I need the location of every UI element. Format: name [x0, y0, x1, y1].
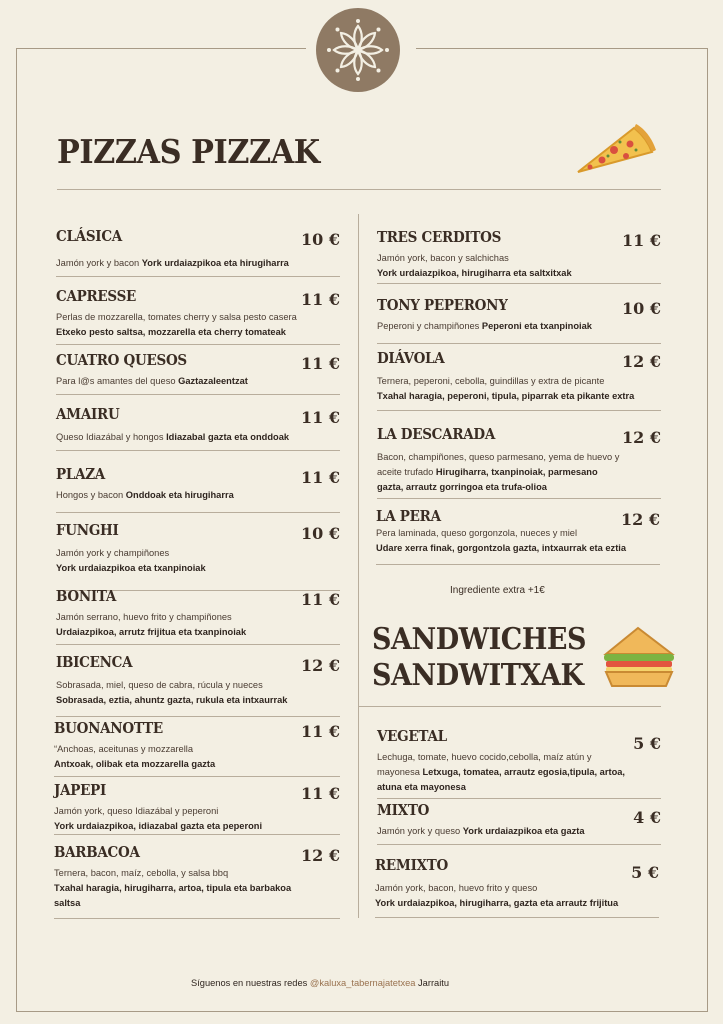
item-description	[54, 742, 215, 772]
item-description	[377, 374, 634, 404]
item-description	[54, 866, 291, 911]
item-divider	[56, 716, 340, 717]
description-eu: Hirugiharra, txanpinoiak, parmesano	[435, 467, 598, 477]
description-line	[54, 804, 262, 819]
title-divider	[57, 189, 661, 190]
description-line	[377, 251, 572, 266]
description-line	[377, 824, 585, 839]
footer-prefix: Síguenos en nuestras redes	[191, 978, 310, 988]
item-description	[377, 450, 619, 495]
menu-item	[377, 297, 661, 344]
menu-item	[56, 654, 340, 717]
menu-item	[377, 802, 661, 845]
item-price: 11 €	[301, 468, 340, 487]
description-eu: Txahal haragia, hirugiharra, artoa, tipula eta barbakoa	[54, 883, 292, 893]
description-line	[376, 541, 626, 556]
item-name: TRES CERDITOS	[377, 229, 502, 246]
column-divider	[358, 214, 359, 918]
item-description	[377, 824, 585, 839]
description-line	[56, 610, 246, 625]
description-es: Bacon, champiñones, queso parmesano, yema de huevo y	[377, 452, 620, 462]
item-price: 5 €	[633, 734, 661, 753]
item-price: 11 €	[301, 590, 340, 609]
item-name: TONY PEPERONY	[377, 297, 508, 314]
description-es: “Anchoas, aceitunas y mozzarella	[54, 744, 194, 754]
menu-item	[377, 426, 661, 499]
item-price: 12 €	[622, 428, 661, 447]
sandwich-divider	[358, 706, 661, 707]
item-price: 10 €	[301, 524, 340, 543]
description-line	[56, 430, 289, 445]
description-eu: York urdaiazpikoa eta hirugiharra	[141, 258, 289, 268]
item-name: VEGETAL	[377, 728, 447, 745]
item-name: IBICENCA	[56, 654, 133, 671]
description-eu: Etxeko pesto saltsa, mozzarella eta cherry tomateak	[56, 327, 286, 337]
sandwich-section-title	[372, 622, 586, 694]
description-line	[56, 256, 289, 271]
description-line	[56, 693, 287, 708]
description-es: Peperoni y champiñones	[377, 321, 482, 331]
description-line	[54, 881, 291, 896]
item-description	[377, 251, 572, 281]
item-name: REMIXTO	[375, 857, 449, 874]
item-description	[56, 678, 287, 708]
item-divider	[377, 283, 661, 284]
description-es: Jamón serrano, huevo frito y champiñones	[56, 612, 232, 622]
description-eu: Urdaiazpikoa, arrutz frijitua eta txanpinoiak	[56, 627, 247, 637]
description-line	[54, 866, 291, 881]
description-es: Jamón york, queso Idiazábal y peperoni	[54, 806, 219, 816]
item-description	[56, 610, 246, 640]
footer-suffix: Jarraitu	[415, 978, 450, 988]
description-line	[56, 678, 287, 693]
description-line	[54, 896, 291, 911]
item-price: 12 €	[301, 846, 340, 865]
footer	[191, 978, 449, 988]
item-divider	[56, 344, 340, 345]
description-line	[56, 374, 248, 389]
item-price: 4 €	[633, 808, 661, 827]
item-price: 12 €	[622, 352, 661, 371]
menu-item	[54, 782, 340, 835]
menu-item	[54, 720, 340, 777]
description-line	[56, 325, 297, 340]
item-name: BARBACOA	[54, 844, 140, 861]
item-description	[376, 526, 626, 556]
description-eu: Idiazabal gazta eta onddoak	[166, 432, 290, 442]
description-eu: Antxoak, olibak eta mozzarella gazta	[54, 759, 216, 769]
description-line	[377, 465, 619, 480]
menu-item	[375, 857, 659, 918]
item-divider	[56, 450, 340, 451]
description-es: mayonesa	[377, 767, 423, 777]
menu-item	[377, 728, 661, 799]
menu-item	[56, 466, 340, 513]
description-line	[375, 896, 618, 911]
item-price: 11 €	[301, 290, 340, 309]
item-name: BONITA	[56, 588, 117, 605]
description-eu: saltsa	[54, 898, 81, 908]
description-es: Ternera, bacon, maíz, cebolla, y salsa bbq	[54, 868, 229, 878]
item-divider	[377, 844, 661, 845]
item-description	[56, 374, 248, 389]
item-divider	[56, 644, 340, 645]
extra-ingredient-note: Ingrediente extra +1€	[450, 585, 545, 596]
menu-item	[376, 508, 660, 565]
item-description	[375, 881, 618, 911]
item-price: 11 €	[301, 354, 340, 373]
item-price: 12 €	[621, 510, 660, 529]
item-name: MIXTO	[377, 802, 430, 819]
item-name: LA PERA	[376, 508, 441, 525]
description-eu: York urdaiazpikoa, idiazabal gazta eta peperoni	[54, 821, 263, 831]
description-eu: York urdaiazpikoa eta txanpinoiak	[56, 563, 206, 573]
item-price: 11 €	[301, 408, 340, 427]
item-description	[377, 750, 625, 795]
description-es: aceite trufado	[377, 467, 436, 477]
description-es: Jamón york y queso	[377, 826, 463, 836]
description-es: Sobrasada, miel, queso de cabra, rúcula y nueces	[56, 680, 263, 690]
item-name: PLAZA	[56, 466, 105, 483]
item-divider	[56, 276, 340, 277]
item-name: CAPRESSE	[56, 288, 137, 305]
description-es: Perlas de mozzarella, tomates cherry y salsa pesto casera	[56, 312, 297, 322]
pizza-slice-icon	[574, 120, 658, 180]
description-eu: Gaztazaleentzat	[178, 376, 248, 386]
description-line	[54, 757, 215, 772]
item-price: 5 €	[631, 863, 659, 882]
description-eu: York urdaiazpikoa, hirugiharra eta saltxitxak	[377, 268, 572, 278]
item-price: 11 €	[622, 231, 661, 250]
description-es: Hongos y bacon	[56, 490, 126, 500]
description-eu: York urdaiazpikoa, hirugiharra, gazta eta arrautz frijitua	[375, 898, 619, 908]
item-description	[377, 319, 592, 334]
item-divider	[56, 394, 340, 395]
description-line	[377, 480, 619, 495]
description-line	[377, 780, 625, 795]
sandwich-title-es: SANDWICHES	[372, 622, 587, 657]
item-divider	[54, 776, 340, 777]
description-eu: Onddoak eta hirugiharra	[125, 490, 234, 500]
description-es: Pera laminada, queso gorgonzola, nueces y miel	[376, 528, 578, 538]
description-line	[377, 319, 592, 334]
description-eu: Udare xerra finak, gorgontzola gazta, intxaurrak eta eztia	[376, 543, 627, 553]
description-eu: Letxuga, tomatea, arrautz egosia,tipula, artoa,	[422, 767, 626, 777]
description-eu: atuna eta mayonesa	[377, 782, 466, 792]
item-description	[56, 430, 289, 445]
item-name: BUONANOTTE	[54, 720, 163, 737]
item-description	[56, 546, 206, 576]
item-description	[56, 256, 289, 271]
item-divider	[54, 918, 340, 919]
item-name: AMAIRU	[56, 406, 120, 423]
description-es: Ternera, peperoni, cebolla, guindillas y extra de picante	[377, 376, 605, 386]
menu-item	[56, 406, 340, 451]
description-eu: York urdaiazpikoa eta gazta	[462, 826, 585, 836]
description-eu: gazta, arrautz gorringoa eta trufa-olioa	[377, 482, 547, 492]
sandwich-icon	[600, 624, 676, 690]
description-es: Para l@s amantes del queso	[56, 376, 179, 386]
description-line	[377, 374, 634, 389]
item-divider	[376, 564, 660, 565]
description-es: Jamón york y bacon	[56, 258, 142, 268]
item-description	[56, 488, 234, 503]
page-title: PIZZAS PIZZAK	[57, 132, 320, 171]
description-es: Jamón york, bacon y salchichas	[377, 253, 509, 263]
description-line	[56, 310, 297, 325]
description-line	[377, 750, 625, 765]
menu-item	[377, 229, 661, 284]
description-line	[54, 742, 215, 757]
item-name: LA DESCARADA	[377, 426, 496, 443]
description-es: Jamón york, bacon, huevo frito y queso	[375, 883, 538, 893]
description-es: Lechuga, tomate, huevo cocido,cebolla, maíz atún y	[377, 752, 592, 762]
item-name: CUATRO QUESOS	[56, 352, 187, 369]
item-divider	[377, 498, 661, 499]
item-divider	[56, 512, 340, 513]
description-line	[56, 488, 234, 503]
description-line	[56, 546, 206, 561]
description-line	[377, 765, 625, 780]
item-price: 10 €	[301, 230, 340, 249]
description-es: Jamón york y champiñones	[56, 548, 170, 558]
description-line	[54, 819, 262, 834]
item-divider	[54, 834, 340, 835]
item-name: JAPEPI	[54, 782, 107, 799]
menu-item	[377, 350, 661, 411]
item-divider	[377, 798, 661, 799]
item-price: 12 €	[301, 656, 340, 675]
menu-item	[54, 844, 340, 919]
item-price: 11 €	[301, 722, 340, 741]
item-name: CLÁSICA	[56, 228, 122, 245]
menu-item	[56, 352, 340, 395]
item-divider	[377, 410, 661, 411]
description-line	[377, 389, 634, 404]
item-description	[56, 310, 297, 340]
flower-logo-icon	[316, 8, 400, 92]
item-divider	[375, 917, 659, 918]
description-line	[56, 561, 206, 576]
description-line	[56, 625, 246, 640]
item-price: 10 €	[622, 299, 661, 318]
description-line	[376, 526, 626, 541]
menu-item	[56, 588, 340, 645]
sandwich-title-eu: SANDWITXAK	[372, 658, 584, 693]
description-line	[377, 266, 572, 281]
item-description	[54, 804, 262, 834]
description-es: Queso Idiazábal y hongos	[56, 432, 167, 442]
social-handle-link[interactable]: @kaluxa_tabernajatetxea	[309, 978, 416, 988]
menu-item	[56, 288, 340, 345]
description-eu: Sobrasada, eztia, ahuntz gazta, rukula eta intxaurrak	[56, 695, 288, 705]
item-price: 11 €	[301, 784, 340, 803]
description-line	[375, 881, 618, 896]
item-divider	[377, 343, 661, 344]
menu-item	[56, 522, 340, 591]
menu-item	[56, 228, 340, 277]
item-name: FUNGHI	[56, 522, 119, 539]
description-eu: Peperoni eta txanpinoiak	[481, 321, 592, 331]
item-name: DIÁVOLA	[377, 350, 445, 367]
description-line	[377, 450, 619, 465]
description-eu: Txahal haragia, peperoni, tipula, piparrak eta pikante extra	[377, 391, 635, 401]
